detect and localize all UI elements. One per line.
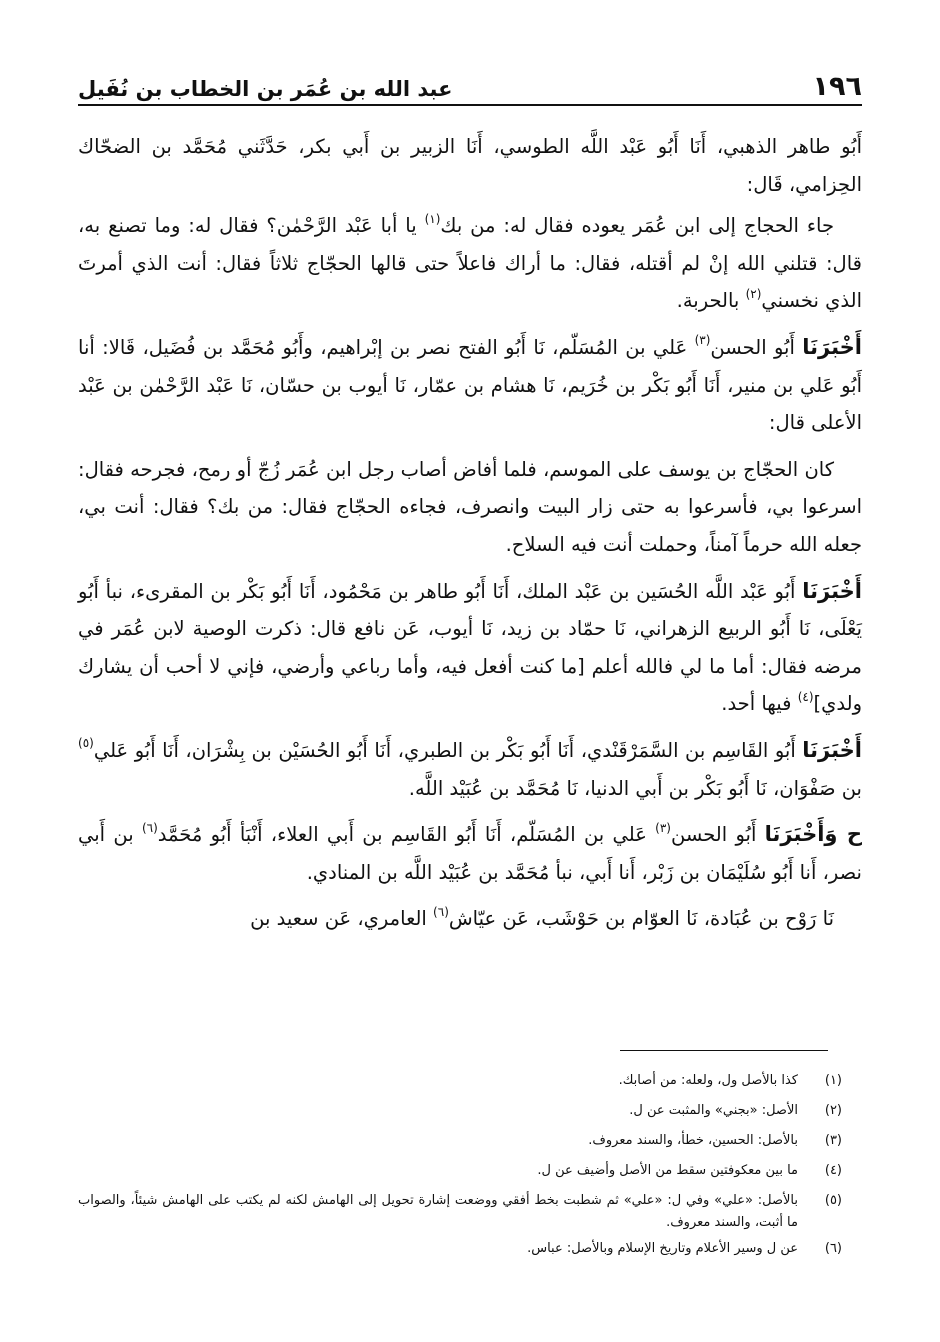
paragraph-text: بالحربة. [676,289,746,313]
page-number: ١٩٦ [812,71,862,102]
footnote-separator [620,1050,828,1051]
footnote-text: الأصل: «بجني» والمثبت عن ل. [629,1103,798,1118]
footnote-number: (٤) [824,1163,842,1178]
footnote-ref: (١) [424,211,441,226]
footnote-number: (١) [824,1073,842,1088]
paragraph-text: فيها أحد. [721,692,798,716]
isnad-lead: أَخْبَرَنَا [802,334,862,359]
paragraph-text: عَلي بن المُسَلّم، نَا أَبُو الفتح نصر بن إبْراهيم، وأَبُو مُحَمَّد بن فُضَيل، قَالا: أنا أَبُو عَلي بن منير، أَنَا أَبُو بَكْر بن خُرَيم، نَا هشام بن عمّار، نَا أيوب بن حسّان، نَا عَبْد الرَّحْمٰن بن عَبْد الأعلى قال: [78,335,862,435]
paragraph-8 [78,900,862,938]
footnote-text: ما بين معكوفتين سقط من الأصل وأضيف عن ل. [537,1163,798,1178]
footnote-item [78,1096,842,1126]
footnotes [78,1066,842,1264]
main-text [78,128,862,947]
paragraph-text: العامري، عَن سعيد بن [250,907,434,931]
paragraph-text: كان الحجّاج بن يوسف على الموسم، فلما أفاض أصاب رجل ابن عُمَر زُجّ أو رمح، فجرحه فقال: اسرعوا بي، فأسرعوا به حتى زار البيت وانصرف، فجاءه الحجّاج فقال: من بك؟ فقال: أنت بي، جعله الله حرماً آمناً، وحملت أنت فيه السلاح. [78,457,862,556]
paragraph-text: عَلي بن المُسَلّم، أَنَا أَبُو القَاسِم بن أَبي العلاء، أَنْبَأ أَبُو مُحَمَّد [157,823,656,847]
running-title: عبد الله بن عُمَر بن الخطاب بن نُفَيل [78,77,453,101]
paragraph-7 [78,816,862,891]
footnote-ref: (٦) [141,820,158,835]
header-rule [78,104,862,106]
footnote-text: كذا بالأصل ول، ولعله: من أصابك. [618,1073,798,1088]
footnote-number: (٦) [824,1241,842,1256]
paragraph-text: أَبُو طاهر الذهبي، أَنَا أَبُو عَبْد اللَّه الطوسي، أَنَا الزبير بن أَبي بكر، حَدَّثَني مُحَمَّد بن الضحّاك الحِزامي، قَال: [78,135,862,196]
paragraph-2 [78,207,862,320]
page-header [78,56,862,104]
footnote-ref: (٣) [655,820,671,835]
footnote-text: بالأصل: الحسين، خطأ، والسند معروف. [588,1133,798,1148]
paragraph-text: جاء الحجاج إلى ابن عُمَر يعوده فقال له: من بك [440,214,834,238]
paragraph-text: أَبُو عَبْد اللَّه الحُسَين بن عَبْد الملك، أَنَا أَبُو طاهر بن مَحْمُود، أَنَا أَبُو بَكْر بن المقرىء، نبأ أَبُو يَعْلَى، نَا أَبُو الربيع الزهراني، نَا حمّاد بن زيد، نَا أيوب، عَن نافع قال: ذكرت الوصية لابن عُمَر في مرضه فقال: أما ما لي فالله أعلم [ما كنت أفعل فيه، وأما رباعي وأرضي، فإني لا أحب أن يشارك ولدي] [78,579,862,716]
footnote-item [78,1126,842,1156]
paragraph-text: نَا رَوْح بن عُبَادة، نَا العوّام بن حَوْشَب، عَن عيّاش [448,907,834,931]
isnad-lead: أَخْبَرَنَا [802,578,862,603]
footnote-number: (٣) [824,1133,842,1148]
paragraph-3 [78,329,862,442]
footnote-number: (٥) [824,1193,842,1208]
footnote-ref: (٢) [745,286,762,301]
footnote-item [78,1066,842,1096]
footnote-item [78,1234,842,1264]
footnote-text: بالأصل: «علي» وفي ل: «علي» ثم شطبت بخط أفقي ووضعت إشارة تحويل إلى الهامش لكنه لم يكتب على الهامش شيئاً، والصواب ما أثبت، والسند معروف. [78,1193,798,1230]
isnad-lead: أَخْبَرَنَا [802,737,862,762]
paragraph-text: أَبُو القَاسِم بن السَّمَرْقَنْدي، أَنَا أَبُو بَكْر بن الطبري، أَنَا أَبُو الحُسَيْن بن بِشْرَان، أَنَا أَبُو عَلي [93,738,803,762]
footnote-ref: (٣) [694,333,711,348]
paragraph-1 [78,128,862,203]
paragraph-text: أَبُو الحسن [710,335,803,359]
isnad-lead: ح وَأَخْبَرَنَا [764,822,862,847]
footnote-ref: (٦) [433,904,449,919]
paragraph-text: بن أَبي نصر، أَنا أَبُو سُلَيْمَان بن زَبْر، أَنا أَبي، نبأ مُحَمَّد بن عُبَيْد اللَّه بن المنادي. [78,823,862,884]
paragraph-5 [78,573,862,723]
paragraph-text: يا أبا عَبْد الرَّحْمٰن؟ فقال له: وما تصنع به، قال: قتلني الله إنْ لم أقتله، فقال: ما أراك فاعلاً حتى قالها الحجّاج ثلاثاً فقال: أنت الذي أمرتَ الذي نخسني [78,214,862,313]
paragraph-text: بن صَفْوَان، نَا أَبُو بَكْر بن أَبي الدنيا، نَا مُحَمَّد بن عُبَيْد اللَّه. [408,776,862,800]
paragraph-6 [78,732,862,807]
paragraph-4 [78,451,862,564]
footnote-item [78,1156,842,1186]
footnote-item [78,1186,842,1234]
footnote-number: (٢) [824,1103,842,1118]
footnote-ref: (٤) [797,689,814,704]
footnote-text: عن ل وسير الأعلام وتاريخ الإسلام وبالأصل: عباس. [527,1241,798,1256]
footnote-text-wrapper [78,1186,798,1234]
paragraph-text: أَبُو الحسن [670,823,765,847]
footnote-ref: (٥) [78,736,94,751]
